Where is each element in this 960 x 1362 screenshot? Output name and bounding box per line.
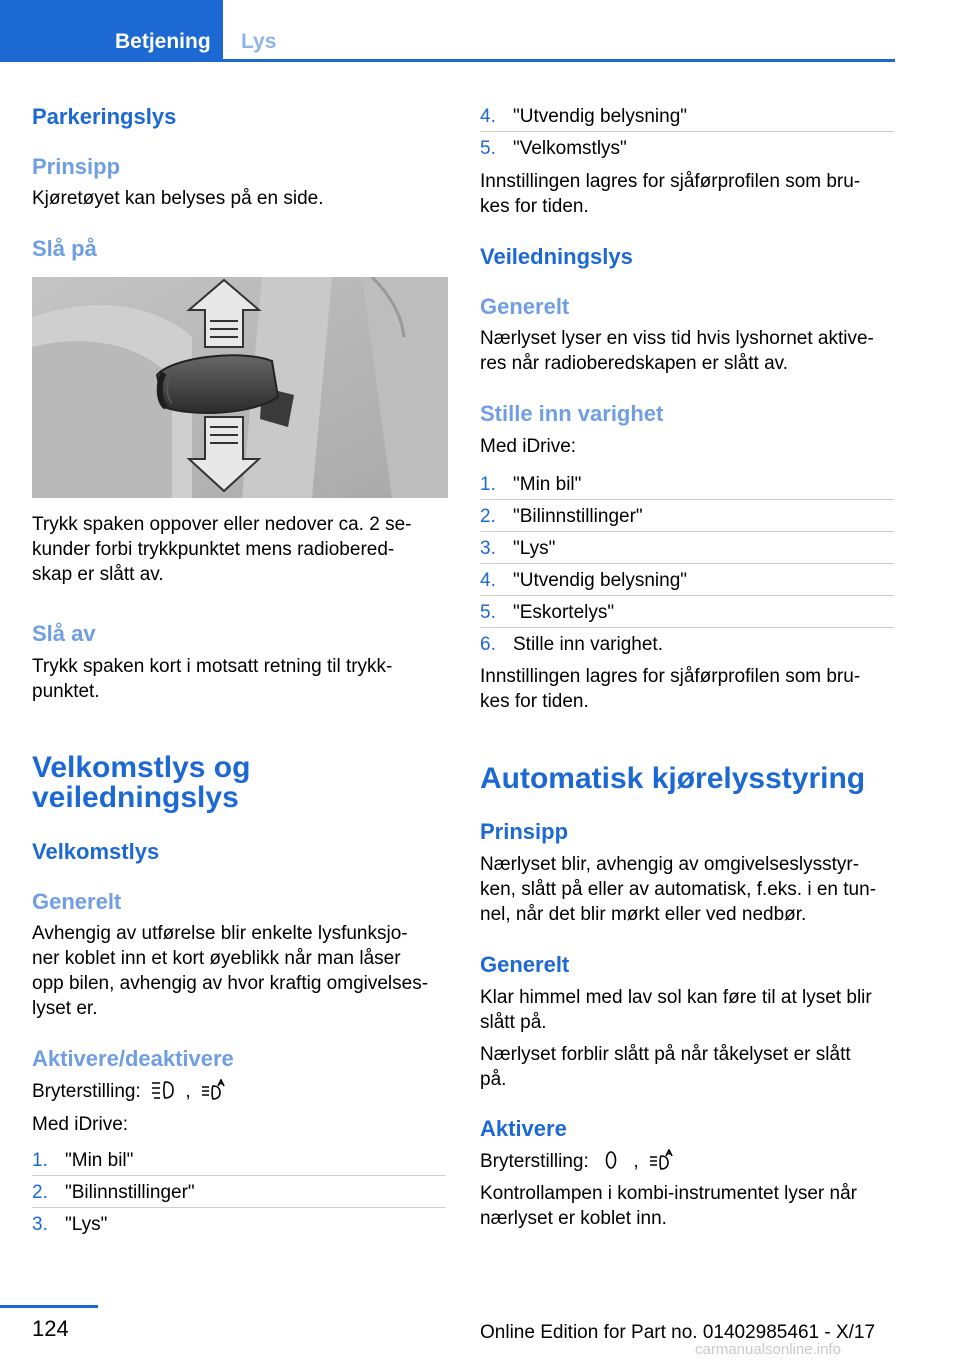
text-lagres-line1: Innstillingen lagres for sjåførprofilen som bru- <box>480 171 861 192</box>
page-header <box>0 0 895 62</box>
text-generelt2-line2: slått på. <box>480 1012 547 1033</box>
text-lagres-line2: kes for tiden. <box>480 196 589 217</box>
list-number: 2. <box>480 506 496 527</box>
list-divider <box>32 1207 446 1208</box>
watermark: carmanualsonline.info <box>695 1341 841 1358</box>
list-number: 5. <box>480 602 496 623</box>
edition-text: Online Edition for Part no. 01402985461 - X/17 <box>480 1322 876 1343</box>
parking-light-switch-icon <box>150 1079 176 1101</box>
list-text: "Bilinnstillinger" <box>65 1182 195 1203</box>
list-item <box>480 472 896 504</box>
tab-lys[interactable]: Lys <box>241 30 277 53</box>
heading-aktivere-deaktivere: Aktivere/deaktivere <box>32 1046 234 1071</box>
list-number: 4. <box>480 106 496 127</box>
list-number: 3. <box>480 538 496 559</box>
list-text: "Min bil" <box>65 1150 134 1171</box>
text-generelt-line1: Avhengig av utførelse blir enkelte lysfunksjo- <box>32 923 408 944</box>
tab-betjening[interactable]: Betjening <box>0 0 223 59</box>
comma-separator: , <box>633 1151 639 1172</box>
list-item <box>32 1180 448 1212</box>
text-av-line2: punktet. <box>32 681 100 702</box>
text-kontroll-line2: nærlyset er koblet inn. <box>480 1208 667 1229</box>
bryterstilling-label: Bryterstilling: <box>480 1151 589 1172</box>
list-number: 1. <box>480 474 496 495</box>
list-text: "Min bil" <box>513 474 582 495</box>
text-lagres2-line1: Innstillingen lagres for sjåførprofilen som bru- <box>480 666 861 687</box>
heading-veiledningslys: Veiledningslys <box>480 244 633 269</box>
heading-generelt-veiledning: Generelt <box>480 294 570 319</box>
heading-parkeringslys: Parkeringslys <box>32 104 177 129</box>
text-trykk-line1: Trykk spaken oppover eller nedover ca. 2 se- <box>32 514 412 535</box>
low-beam-switch-icon <box>598 1149 624 1171</box>
text-prinsipp-line3: nel, når det blir mørkt eller ved nedbør. <box>480 904 807 925</box>
list-text: "Eskortelys" <box>513 602 615 623</box>
heading-prinsipp-right: Prinsipp <box>480 819 569 844</box>
text-bryterstilling <box>32 1079 230 1105</box>
heading-aktivere: Aktivere <box>480 1116 567 1141</box>
list-divider <box>480 499 894 500</box>
heading-sla-av: Slå av <box>32 621 96 646</box>
text-med-idrive: Med iDrive: <box>32 1114 129 1135</box>
list-number: 1. <box>32 1150 48 1171</box>
text-med-idrive-right: Med iDrive: <box>480 436 577 457</box>
heading-stille-inn-varighet: Stille inn varighet <box>480 401 664 426</box>
list-item <box>480 104 896 136</box>
heading-sla-pa: Slå på <box>32 236 97 261</box>
list-divider <box>480 563 894 564</box>
list-item <box>480 136 896 168</box>
list-item <box>32 1212 448 1244</box>
page-number: 124 <box>32 1316 69 1341</box>
idrive-steps-list-continued <box>480 104 896 168</box>
text-prinsipp: Kjøretøyet kan belyses på en side. <box>32 188 324 209</box>
text-veiledning-line2: res når radioberedskapen er slått av. <box>480 353 789 374</box>
lever-illustration <box>32 277 448 498</box>
text-lagres2-line2: kes for tiden. <box>480 691 589 712</box>
list-divider <box>480 627 894 628</box>
list-text: "Utvendig belysning" <box>513 570 688 591</box>
list-item <box>32 1148 448 1180</box>
bryterstilling-label: Bryterstilling: <box>32 1081 141 1102</box>
list-item <box>480 504 896 536</box>
text-prinsipp-line2: ken, slått på eller av automatisk, f.eks. i en tun- <box>480 879 877 900</box>
text-trykk-line3: skap er slått av. <box>32 564 164 585</box>
idrive-steps-list-left <box>32 1148 448 1244</box>
text-prinsipp-line1: Nærlyset blir, avhengig av omgivelseslysstyr- <box>480 854 860 875</box>
list-number: 4. <box>480 570 496 591</box>
footer-rule <box>0 1305 98 1308</box>
list-divider <box>480 531 894 532</box>
heading-velkomst-line1: Velkomstlys og <box>32 751 251 784</box>
list-item <box>480 536 896 568</box>
idrive-steps-list-varighet <box>480 472 896 664</box>
text-bryterstilling-right <box>480 1149 678 1175</box>
text-generelt-line3: opp bilen, avhengig av hvor kraftig omgivelses- <box>32 973 429 994</box>
list-number: 3. <box>32 1214 48 1235</box>
heading-generelt: Generelt <box>32 889 122 914</box>
heading-velkomst-line2: veiledningslys <box>32 781 239 814</box>
list-item <box>480 568 896 600</box>
list-number: 5. <box>480 138 496 159</box>
comma-separator: , <box>185 1081 191 1102</box>
list-text: "Utvendig belysning" <box>513 106 688 127</box>
list-text: "Lys" <box>65 1214 108 1235</box>
heading-velkomstlys: Velkomstlys <box>32 839 160 864</box>
heading-generelt-right: Generelt <box>480 952 570 977</box>
auto-light-switch-icon <box>648 1149 674 1171</box>
text-veiledning-line1: Nærlyset lyser en viss tid hvis lyshornet aktive- <box>480 328 874 349</box>
auto-light-switch-icon <box>200 1079 226 1101</box>
text-trykk-line2: kunder forbi trykkpunktet mens radiobered- <box>32 539 395 560</box>
text-generelt2-line4: på. <box>480 1069 507 1090</box>
list-number: 2. <box>32 1182 48 1203</box>
text-generelt-line4: lyset er. <box>32 998 98 1019</box>
text-generelt2-line1: Klar himmel med lav sol kan føre til at lyset blir <box>480 987 872 1008</box>
text-generelt2-line3: Nærlyset forblir slått på når tåkelyset er slått <box>480 1044 851 1065</box>
text-av-line1: Trykk spaken kort i motsatt retning til trykk- <box>32 656 393 677</box>
text-generelt-line2: ner koblet inn et kort øyeblikk når man låser <box>32 948 401 969</box>
list-text: "Velkomstlys" <box>513 138 627 159</box>
list-text: "Bilinnstillinger" <box>513 506 643 527</box>
list-divider <box>480 131 894 132</box>
list-divider <box>480 595 894 596</box>
list-item <box>480 632 896 664</box>
list-item <box>480 600 896 632</box>
list-divider <box>32 1175 446 1176</box>
text-kontroll-line1: Kontrollampen i kombi-instrumentet lyser når <box>480 1183 857 1204</box>
list-text: "Lys" <box>513 538 556 559</box>
list-number: 6. <box>480 634 496 655</box>
heading-prinsipp: Prinsipp <box>32 154 121 179</box>
list-text: Stille inn varighet. <box>513 634 663 655</box>
heading-automatisk-kjorelysstyring: Automatisk kjørelysstyring <box>480 762 866 795</box>
